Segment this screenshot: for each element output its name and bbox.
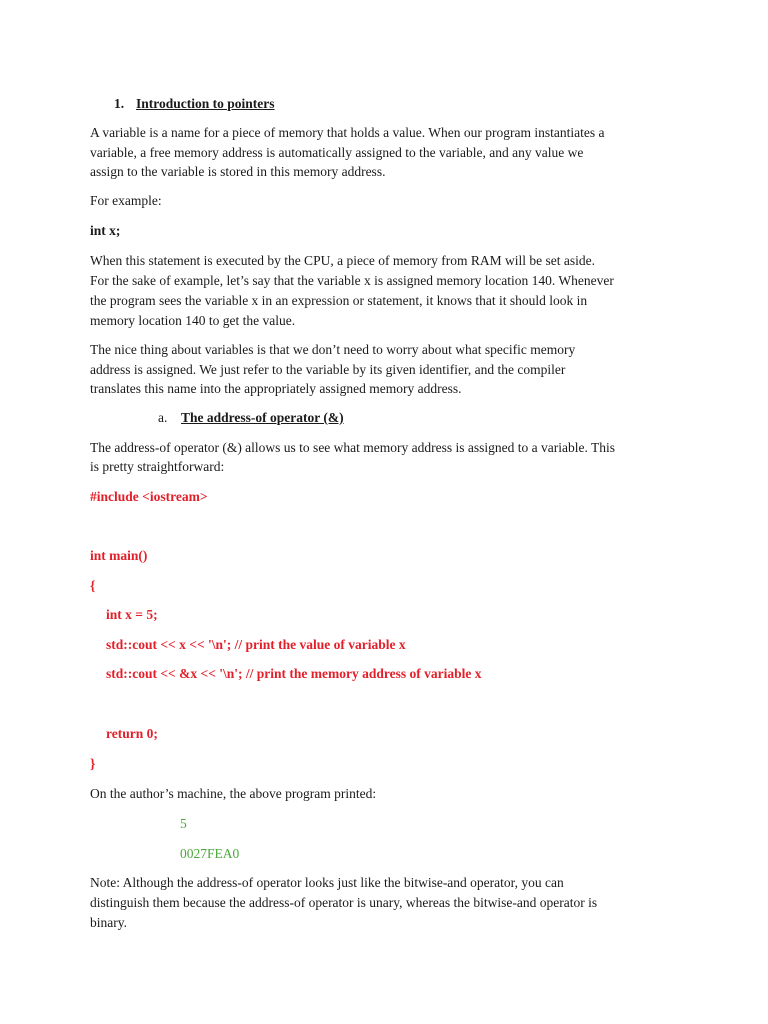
program-output-line: 5	[180, 816, 187, 831]
section-title: Introduction to pointers	[136, 96, 275, 111]
paragraph-line: On the author’s machine, the above program printed:	[90, 786, 377, 801]
paragraph-line: For the sake of example, let’s say that the variable x is assigned memory location 140. Whenever	[90, 273, 614, 288]
paragraph-line: translates this name into the appropriately assigned memory address.	[90, 381, 462, 396]
paragraph-line: is pretty straightforward:	[90, 459, 225, 474]
code-line: int x = 5;	[106, 607, 158, 622]
code-line: #include <iostream>	[90, 489, 208, 504]
section-number: 1.	[114, 96, 125, 111]
program-output-line: 0027FEA0	[180, 846, 240, 861]
paragraph-line: memory location 140 to get the value.	[90, 313, 296, 328]
subsection-letter: a.	[158, 410, 168, 425]
paragraph-line: A variable is a name for a piece of memory that holds a value. When our program instantiates a	[90, 125, 605, 140]
code-line: }	[90, 756, 96, 771]
paragraph-line: When this statement is executed by the CPU, a piece of memory from RAM will be set aside.	[90, 253, 596, 268]
paragraph-line: binary.	[90, 915, 127, 930]
code-line: {	[90, 578, 96, 593]
paragraph-line: The address-of operator (&) allows us to see what memory address is assigned to a variable. This	[90, 440, 615, 455]
section-heading	[114, 94, 275, 113]
subsection-heading	[158, 408, 344, 427]
subsection-title: The address-of operator (&)	[181, 410, 344, 425]
paragraph-line: assign to the variable is stored in this memory address.	[90, 164, 386, 179]
paragraph-line: address is assigned. We just refer to the variable by its given identifier, and the compiler	[90, 362, 566, 377]
paragraph-line: Note: Although the address-of operator looks just like the bitwise-and operator, you can	[90, 875, 564, 890]
code-line: int main()	[90, 548, 148, 563]
code-line: std::cout << &x << '\n'; // print the memory address of variable x	[106, 666, 482, 681]
code-inline: int x;	[90, 223, 121, 238]
paragraph-line: variable, a free memory address is automatically assigned to the variable, and any value we	[90, 145, 584, 160]
code-line: std::cout << x << '\n'; // print the value of variable x	[106, 637, 406, 652]
paragraph-line: distinguish them because the address-of operator is unary, whereas the bitwise-and operator is	[90, 895, 598, 910]
paragraph-line: the program sees the variable x in an expression or statement, it knows that it should look in	[90, 293, 588, 308]
paragraph-line: The nice thing about variables is that we don’t need to worry about what specific memory	[90, 342, 576, 357]
code-line: return 0;	[106, 726, 158, 741]
paragraph-line: For example:	[90, 193, 162, 208]
